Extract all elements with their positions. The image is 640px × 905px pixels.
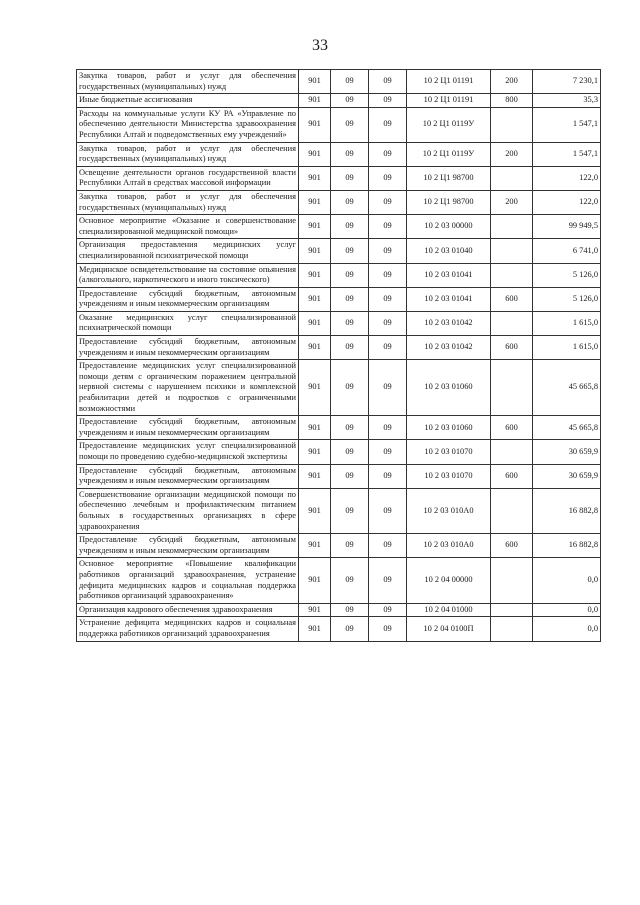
page-number: 33: [312, 37, 328, 54]
section-code: 09: [331, 263, 369, 287]
expense-type: 600: [491, 287, 533, 311]
row-name: Организация предоставления медицинских услуг специализированной психиатрической помощи: [77, 239, 299, 263]
expense-type: [491, 166, 533, 190]
amount: 0,0: [533, 617, 601, 641]
table-row: [77, 603, 601, 617]
admin-code: 901: [299, 287, 331, 311]
admin-code: 901: [299, 416, 331, 440]
target-article: 10 2 03 01070: [407, 440, 491, 464]
row-name: Предоставление субсидий бюджетным, автономным учреждениям и иным некоммерческим организациям: [77, 534, 299, 558]
table-row: [77, 263, 601, 287]
expense-type: 200: [491, 70, 533, 94]
subsection-code: 09: [369, 558, 407, 603]
admin-code: 901: [299, 311, 331, 335]
table-row: [77, 440, 601, 464]
subsection-code: 09: [369, 488, 407, 533]
section-code: 09: [331, 617, 369, 641]
admin-code: 901: [299, 215, 331, 239]
admin-code: 901: [299, 107, 331, 142]
admin-code: 901: [299, 70, 331, 94]
admin-code: 901: [299, 603, 331, 617]
expense-type: [491, 239, 533, 263]
subsection-code: 09: [369, 190, 407, 214]
section-code: 09: [331, 360, 369, 416]
table-row: [77, 311, 601, 335]
expense-type: [491, 558, 533, 603]
table-row: [77, 360, 601, 416]
subsection-code: 09: [369, 360, 407, 416]
row-name: Иные бюджетные ассигнования: [77, 94, 299, 108]
expense-type: 200: [491, 190, 533, 214]
amount: 5 126,0: [533, 263, 601, 287]
table-row: [77, 488, 601, 533]
section-code: 09: [331, 142, 369, 166]
expense-type: [491, 603, 533, 617]
amount: 7 230,1: [533, 70, 601, 94]
expense-type: [491, 488, 533, 533]
table-row: [77, 107, 601, 142]
admin-code: 901: [299, 440, 331, 464]
target-article: 10 2 Ц1 0119У: [407, 142, 491, 166]
admin-code: 901: [299, 534, 331, 558]
target-article: 10 2 03 00000: [407, 215, 491, 239]
target-article: 10 2 Ц1 98700: [407, 190, 491, 214]
section-code: 09: [331, 488, 369, 533]
table-row: [77, 558, 601, 603]
target-article: 10 2 03 01041: [407, 263, 491, 287]
admin-code: 901: [299, 617, 331, 641]
expense-type: [491, 107, 533, 142]
amount: 0,0: [533, 603, 601, 617]
expense-type: [491, 360, 533, 416]
target-article: 10 2 03 01060: [407, 416, 491, 440]
row-name: Закупка товаров, работ и услуг для обеспечения государственных (муниципальных) нужд: [77, 190, 299, 214]
expense-type: 600: [491, 534, 533, 558]
table-row: [77, 70, 601, 94]
budget-table: [76, 69, 601, 642]
subsection-code: 09: [369, 534, 407, 558]
subsection-code: 09: [369, 142, 407, 166]
amount: 0,0: [533, 558, 601, 603]
subsection-code: 09: [369, 239, 407, 263]
row-name: Предоставление субсидий бюджетным, автономным учреждениям и иным некоммерческим организациям: [77, 287, 299, 311]
amount: 6 741,0: [533, 239, 601, 263]
row-name: Основное мероприятие «Повышение квалификации работников организаций здравоохранения, устранение дефицита медицинских кадров и социальная поддержка работников организаций здравоохранения»: [77, 558, 299, 603]
admin-code: 901: [299, 94, 331, 108]
target-article: 10 2 04 00000: [407, 558, 491, 603]
target-article: 10 2 04 0100П: [407, 617, 491, 641]
subsection-code: 09: [369, 94, 407, 108]
row-name: Предоставление медицинских услуг специализированной помощи по проведению судебно-медицинской экспертизы: [77, 440, 299, 464]
expense-type: 800: [491, 94, 533, 108]
target-article: 10 2 03 01042: [407, 336, 491, 360]
table-row: [77, 215, 601, 239]
amount: 1 547,1: [533, 107, 601, 142]
amount: 45 665,8: [533, 416, 601, 440]
amount: 1 547,1: [533, 142, 601, 166]
row-name: Предоставление субсидий бюджетным, автономным учреждениям и иным некоммерческим организациям: [77, 416, 299, 440]
table-row: [77, 336, 601, 360]
subsection-code: 09: [369, 263, 407, 287]
section-code: 09: [331, 534, 369, 558]
row-name: Предоставление субсидий бюджетным, автономным учреждениям и иным некоммерческим организациям: [77, 336, 299, 360]
admin-code: 901: [299, 488, 331, 533]
subsection-code: 09: [369, 215, 407, 239]
budget-rows: [77, 70, 601, 642]
subsection-code: 09: [369, 70, 407, 94]
amount: 5 126,0: [533, 287, 601, 311]
row-name: Совершенствование организации медицинской помощи по обеспечению лечебным и профилактическим питанием больных в государственных организациях в сфере здравоохранения: [77, 488, 299, 533]
target-article: 10 2 03 01042: [407, 311, 491, 335]
table-row: [77, 142, 601, 166]
expense-type: [491, 215, 533, 239]
target-article: 10 2 Ц1 98700: [407, 166, 491, 190]
expense-type: [491, 617, 533, 641]
row-name: Устранение дефицита медицинских кадров и социальная поддержка работников организаций здравоохранения: [77, 617, 299, 641]
subsection-code: 09: [369, 603, 407, 617]
row-name: Освещение деятельности органов государственной власти Республики Алтай в средствах массовой информации: [77, 166, 299, 190]
target-article: 10 2 Ц1 0119У: [407, 107, 491, 142]
target-article: 10 2 04 01000: [407, 603, 491, 617]
section-code: 09: [331, 70, 369, 94]
row-name: Расходы на коммунальные услуги КУ РА «Управление по обеспечению деятельности Министерства здравоохранения Республики Алтай и подведомственных ему учреждений»: [77, 107, 299, 142]
subsection-code: 09: [369, 107, 407, 142]
row-name: Предоставление медицинских услуг специализированной помощи детям с органическим поражением центральной нервной системы с нарушением психики и комплексной реабилитации детей и подростков с ограниченными возможностями: [77, 360, 299, 416]
table-row: [77, 239, 601, 263]
section-code: 09: [331, 94, 369, 108]
admin-code: 901: [299, 336, 331, 360]
amount: 122,0: [533, 190, 601, 214]
section-code: 09: [331, 440, 369, 464]
section-code: 09: [331, 107, 369, 142]
amount: 30 659,9: [533, 464, 601, 488]
expense-type: [491, 263, 533, 287]
target-article: 10 2 03 01040: [407, 239, 491, 263]
admin-code: 901: [299, 558, 331, 603]
row-name: Организация кадрового обеспечения здравоохранения: [77, 603, 299, 617]
amount: 45 665,8: [533, 360, 601, 416]
subsection-code: 09: [369, 166, 407, 190]
amount: 30 659,9: [533, 440, 601, 464]
table-row: [77, 464, 601, 488]
section-code: 09: [331, 287, 369, 311]
section-code: 09: [331, 215, 369, 239]
section-code: 09: [331, 464, 369, 488]
expense-type: [491, 440, 533, 464]
target-article: 10 2 03 01060: [407, 360, 491, 416]
expense-type: [491, 311, 533, 335]
amount: 16 882,8: [533, 488, 601, 533]
row-name: Закупка товаров, работ и услуг для обеспечения государственных (муниципальных) нужд: [77, 70, 299, 94]
row-name: Оказание медицинских услуг специализированной психиатрической помощи: [77, 311, 299, 335]
admin-code: 901: [299, 360, 331, 416]
subsection-code: 09: [369, 287, 407, 311]
amount: 1 615,0: [533, 311, 601, 335]
section-code: 09: [331, 336, 369, 360]
subsection-code: 09: [369, 311, 407, 335]
table-row: [77, 534, 601, 558]
row-name: Предоставление субсидий бюджетным, автономным учреждениям и иным некоммерческим организациям: [77, 464, 299, 488]
target-article: 10 2 Ц1 01191: [407, 94, 491, 108]
subsection-code: 09: [369, 416, 407, 440]
expense-type: 600: [491, 416, 533, 440]
subsection-code: 09: [369, 336, 407, 360]
admin-code: 901: [299, 239, 331, 263]
target-article: 10 2 03 01041: [407, 287, 491, 311]
table-row: [77, 617, 601, 641]
row-name: Закупка товаров, работ и услуг для обеспечения государственных (муниципальных) нужд: [77, 142, 299, 166]
section-code: 09: [331, 239, 369, 263]
admin-code: 901: [299, 142, 331, 166]
row-name: Основное мероприятие «Оказание и совершенствование специализированной медицинской помощи»: [77, 215, 299, 239]
section-code: 09: [331, 190, 369, 214]
subsection-code: 09: [369, 617, 407, 641]
table-row: [77, 416, 601, 440]
amount: 122,0: [533, 166, 601, 190]
target-article: 10 2 03 010А0: [407, 534, 491, 558]
row-name: Медицинское освидетельствование на состояние опьянения (алкогольного, наркотического и иного токсического): [77, 263, 299, 287]
target-article: 10 2 Ц1 01191: [407, 70, 491, 94]
subsection-code: 09: [369, 440, 407, 464]
amount: 35,3: [533, 94, 601, 108]
admin-code: 901: [299, 263, 331, 287]
expense-type: 200: [491, 142, 533, 166]
section-code: 09: [331, 416, 369, 440]
target-article: 10 2 03 01070: [407, 464, 491, 488]
amount: 1 615,0: [533, 336, 601, 360]
table-row: [77, 287, 601, 311]
admin-code: 901: [299, 166, 331, 190]
table-row: [77, 166, 601, 190]
amount: 16 882,8: [533, 534, 601, 558]
subsection-code: 09: [369, 464, 407, 488]
table-row: [77, 190, 601, 214]
admin-code: 901: [299, 190, 331, 214]
table-row: [77, 94, 601, 108]
admin-code: 901: [299, 464, 331, 488]
target-article: 10 2 03 010А0: [407, 488, 491, 533]
expense-type: 600: [491, 464, 533, 488]
section-code: 09: [331, 603, 369, 617]
section-code: 09: [331, 311, 369, 335]
section-code: 09: [331, 166, 369, 190]
section-code: 09: [331, 558, 369, 603]
expense-type: 600: [491, 336, 533, 360]
amount: 99 949,5: [533, 215, 601, 239]
